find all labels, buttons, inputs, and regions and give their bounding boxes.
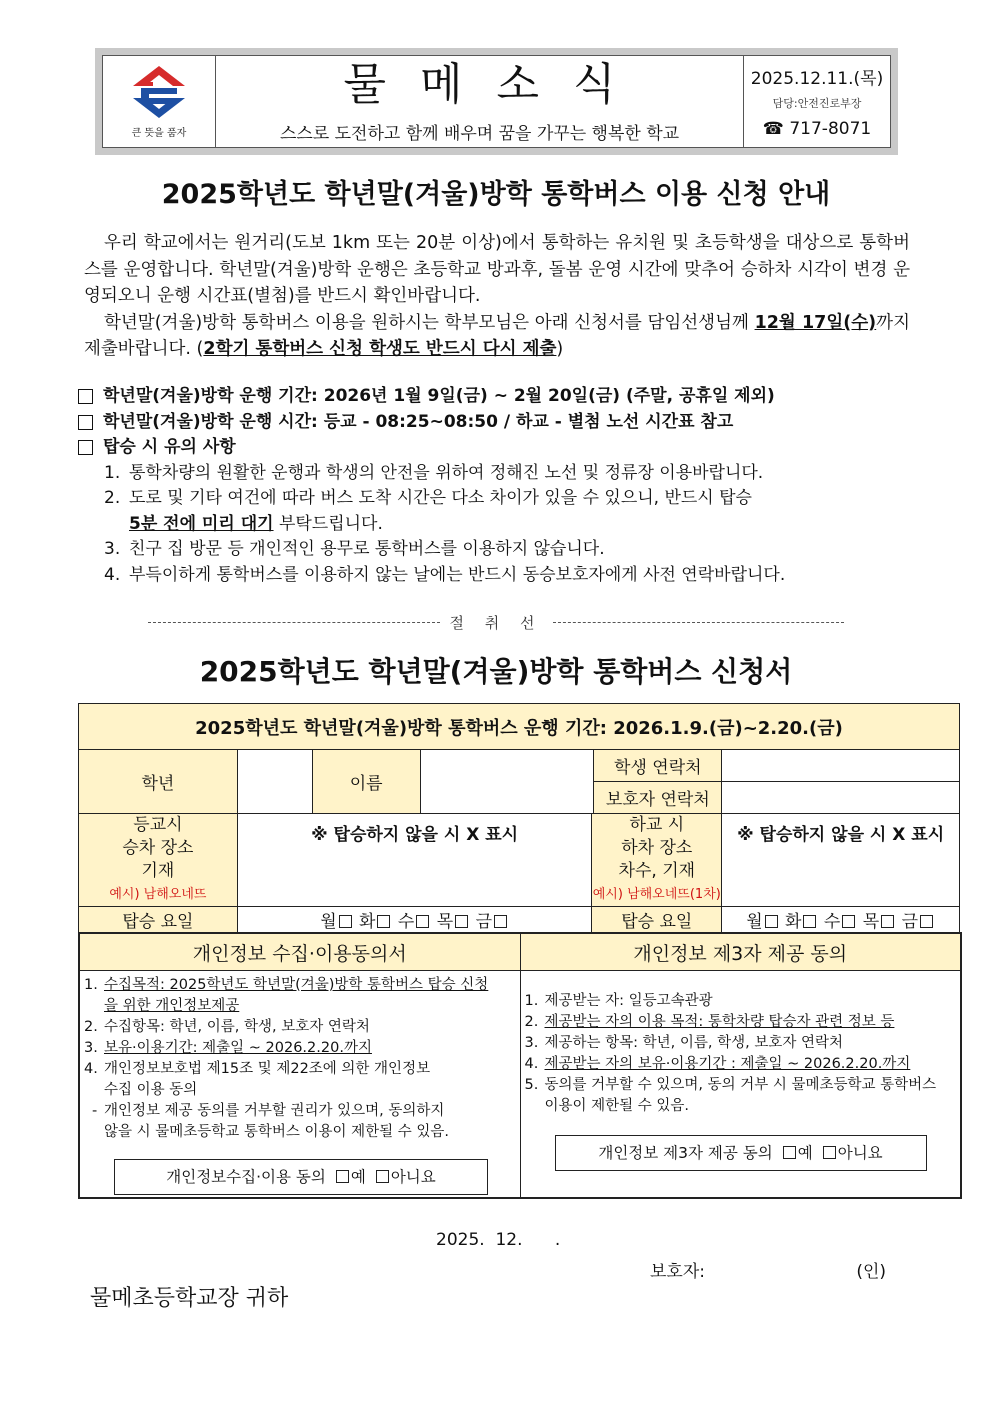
school-logo-icon [129,64,189,120]
dropoff-label-1: 하교 시 [629,815,685,835]
boarding-place-field[interactable] [237,814,592,907]
checkbox-icon [783,1146,796,1159]
day-checkbox[interactable] [842,915,855,928]
third-line-5 [525,1075,957,1096]
line-number: 5. [524,1077,539,1093]
header-inner [102,55,891,148]
ride-days-label: 탑승 요일 [79,907,238,933]
hours-text: 학년말(겨울)방학 운행 시간: 등교 - 08:25~08:50 / 하교 - 별첨 노선 시간표 참고 [103,411,734,432]
day-mon: 월 [746,912,763,932]
third-line-1 [525,991,957,1012]
collect-refusal-cont: 않을 시 물메초등학교 통학버스 이용이 제한될 수 있음. [104,1124,450,1140]
third-refusal-cont: 이용이 제한될 수 있음. [544,1098,689,1114]
boarding-label-2: 승차 장소 [122,838,194,858]
cut-line-label: 절 취 선 [449,614,543,632]
checkbox-icon [78,389,93,404]
seal-mark: (인) [856,1262,886,1282]
third-line-2 [525,1012,957,1033]
guardian-label: 보호자: [650,1262,705,1282]
line-number-spacer [84,996,104,1017]
checkbox-icon [376,1170,389,1183]
line-number: 4. [84,1061,98,1077]
info-cell [744,56,890,147]
caution-text: 도로 및 기타 여건에 따라 버스 도착 시간은 다소 차이가 있을 수 있으니, 반드시 탑승 [129,488,752,508]
checkbox-icon [823,1146,836,1159]
boarding-label-1: 등교시 [133,815,183,835]
caution-3 [104,537,918,563]
day-checkbox[interactable] [455,915,468,928]
day-fri: 금 [901,912,919,932]
caution-1 [104,461,918,487]
consent-collect-panel [80,934,520,1197]
day-thu: 목 [862,912,880,932]
day-checkbox[interactable] [339,915,352,928]
intro-paragraph-1 [84,230,910,310]
third-line-5b [525,1096,957,1117]
ride-days-dropoff [722,907,960,933]
collect-line-1b [84,996,516,1017]
line-number: 1. [524,993,539,1009]
line-number: 4. [524,1056,539,1072]
third-consent-yes[interactable] [783,1143,813,1164]
dropoff-example: 예시) 남해오네뜨(1차) [592,887,721,902]
grade-label: 학년 [79,750,238,814]
cut-line [148,612,844,633]
collect-retention: 보유·이용기간: 제출일 ~ 2026.2.20.까지 [104,1040,372,1056]
collect-items: 수집항목: 학년, 이름, 학생, 보호자 연락처 [104,1019,370,1035]
title-cell [216,56,744,147]
dropoff-label-2: 하차 장소 [621,838,693,858]
department: 담당:안전진로부장 [772,97,862,110]
caution-number: 4. [104,564,121,585]
collect-purpose-cont: 을 위한 개인정보제공 [104,998,240,1014]
wait-notice: 5분 전에 미리 대기 [129,513,274,534]
dropoff-place-field[interactable] [722,814,960,907]
caution-2 [104,486,918,512]
logo-caption: 큰 뜻을 품자 [131,128,187,139]
day-fri: 금 [475,912,492,932]
consent-collect-body [80,971,520,1197]
school-motto: 스스로 도전하고 함께 배우며 꿈을 가꾸는 행복한 학교 [279,124,680,144]
third-consent-box [555,1135,927,1171]
third-line-4 [525,1054,957,1075]
hours-item [78,410,918,436]
caution-text: 부득이하게 통학버스를 이용하지 않는 날에는 반드시 동승보호자에게 사전 연락바랍니다. [129,564,786,585]
line-number: 3. [524,1035,539,1051]
consent-third-panel [520,934,961,1197]
name-label: 이름 [312,750,420,814]
dashed-line [553,622,845,623]
caution-2-cont [104,512,918,538]
guardian-contact-field[interactable] [722,782,960,814]
principal-addressee: 물메초등학교장 귀하 [90,1286,289,1311]
day-tue: 화 [785,912,802,932]
collect-line-4 [84,1059,516,1080]
ride-days-label: 탑승 요일 [592,907,722,933]
line-number: - [92,1103,98,1119]
issue-date: 2025.12.11.(목) [750,69,884,89]
consent-section [78,932,962,1199]
day-checkbox[interactable] [765,915,778,928]
yes-label: 예 [350,1167,366,1186]
collect-line-2 [84,1017,516,1038]
cautions-title: 탑승 시 유의 사항 [103,437,236,457]
intro-text-3: 까지 제출바랍니다. ( [84,312,910,359]
consent-third-body [521,971,961,1197]
school-logo-cell [103,56,216,147]
yes-label: 예 [797,1143,813,1162]
caution-number: 1. [104,462,121,483]
guardian-signature-line[interactable] [650,1257,886,1282]
collect-line-5 [84,1101,516,1122]
cautions-list [78,461,918,589]
collect-line-3 [84,1038,516,1059]
resubmit-notice: 2학기 통학버스 신청 학생도 반드시 다시 제출 [203,339,557,359]
collect-line-5b [84,1122,516,1143]
consent-collect-title: 개인정보 수집·이용동의서 [80,934,520,971]
third-retention: 제공받는 자의 보유·이용기간 : 제출일 ~ 2026.2.20.까지 [544,1056,911,1072]
newsletter-title: 물메소식 [343,59,650,110]
day-wed: 수 [397,912,415,932]
dropoff-label-3: 차수, 기재 [618,861,696,881]
third-line-3 [525,1033,957,1054]
collect-law: 개인정보보호법 제15조 및 제22조에 의한 개인정보 [104,1061,431,1077]
ride-days-boarding [237,907,592,933]
checkbox-icon [78,440,93,455]
caution-number: 3. [104,539,121,559]
consent-third-title: 개인정보 제3자 제공 동의 [521,934,961,971]
name-field[interactable] [420,750,592,814]
no-ride-note: ※ 탑승하지 않을 시 X 표시 [311,825,519,845]
collect-line-1 [84,975,516,996]
caution-number: 2. [104,488,121,508]
day-checkbox[interactable] [377,915,390,928]
student-contact-label: 학생 연락처 [594,750,722,782]
notice-items [78,384,918,588]
grade-field[interactable] [237,750,312,814]
dropoff-label-cell [592,814,722,907]
line-number-spacer [525,1096,545,1117]
third-refusal: 동의를 거부할 수 있으며, 동의 거부 시 물메초등학교 통학버스 [544,1077,937,1093]
line-number: 2. [84,1019,98,1035]
collect-purpose: 수집목적: 2025학년도 학년말(겨울)방학 통학버스 탑승 신청 [104,977,489,993]
collect-consent-yes[interactable] [336,1167,366,1188]
intro-text-4: ) [556,339,564,359]
day-checkbox[interactable] [920,915,933,928]
third-consent-no[interactable] [823,1143,883,1164]
third-consent-label: 개인정보 제3자 제공 동의 [598,1143,773,1162]
collect-line-4b [84,1080,516,1101]
collect-refusal: 개인정보 제공 동의를 거부할 권리가 있으며, 동의하지 [104,1103,445,1119]
no-label: 아니요 [837,1143,883,1162]
no-label: 아니요 [390,1167,436,1186]
notice-title: 2025학년도 학년말(겨울)방학 통학버스 이용 신청 안내 [161,179,831,210]
intro-text-2: 학년말(겨울)방학 통학버스 이용을 원하시는 학부모님은 아래 신청서를 담임선생님께 [104,312,749,333]
guardian-contact-label: 보호자 연락처 [594,782,722,814]
day-checkbox[interactable] [881,915,894,928]
collect-consent-label: 개인정보수집·이용 동의 [166,1167,326,1186]
line-number-spacer [84,1122,104,1143]
day-wed: 수 [823,912,841,932]
dashed-line [148,622,440,623]
boarding-label-3: 기재 [141,861,175,881]
collect-law-cont: 수집 이용 동의 [104,1082,198,1098]
third-recipient: 제공받는 자: 일등고속관광 [544,993,713,1009]
intro-paragraph-2 [84,310,910,363]
phone-number: ☎ 717-8071 [762,119,872,139]
caution-text: 친구 집 방문 등 개인적인 용무로 통학버스를 이용하지 않습니다. [129,539,605,559]
day-checkbox[interactable] [494,915,507,928]
deadline: 12월 17일(수) [754,312,877,333]
checkbox-icon [336,1170,349,1183]
day-mon: 월 [320,912,337,932]
collect-consent-no[interactable] [376,1167,436,1188]
period-item [78,384,918,410]
third-purpose: 제공받는 자의 이용 목적: 통학차량 탑승자 관련 정보 등 [544,1014,895,1030]
submission-date[interactable]: 2025. 12. . [436,1230,561,1250]
no-ride-note: ※ 탑승하지 않을 시 X 표시 [737,825,945,845]
third-items: 제공하는 항목: 학년, 이름, 학생, 보호자 연락처 [544,1035,843,1051]
cautions-item [78,435,918,461]
day-checkbox[interactable] [803,915,816,928]
period-header: 2025학년도 학년말(겨울)방학 통학버스 운행 기간: 2026.1.9.(금)~2.20.(금) [79,704,960,750]
checkbox-icon [78,415,93,430]
period-text: 학년말(겨울)방학 운행 기간: 2026년 1월 9일(금) ~ 2월 20일(금) (주말, 공휴일 제외) [103,386,775,406]
boarding-label-cell [79,814,238,907]
collect-consent-box [114,1159,488,1195]
line-number: 2. [524,1014,539,1030]
line-number: 3. [84,1040,98,1056]
boarding-example: 예시) 남해오네뜨 [109,887,207,902]
day-thu: 목 [436,912,454,932]
caution-text: 통학차량의 원활한 운행과 학생의 안전을 위하여 정해진 노선 및 정류장 이용바랍니다. [129,462,764,483]
line-number-spacer [84,1080,104,1101]
caution-text: 부탁드립니다. [273,513,383,534]
newsletter-header [95,48,898,155]
caution-4 [104,563,918,589]
day-checkbox[interactable] [416,915,429,928]
intro-text [84,230,910,363]
day-tue: 화 [359,912,376,932]
form-title: 2025학년도 학년말(겨울)방학 통학버스 신청서 [199,655,793,688]
student-contact-field[interactable] [722,750,960,782]
intro-text-1: 우리 학교에서는 원거리(도보 1km 또는 20분 이상)에서 통학하는 유치원 및 초등학생을 대상으로 통학버스를 운영합니다. 학년말(겨울)방학 운행은 초등학교 방과후, 돌봄 운영 시간에 맞추어 승하차 시각이 변경 운영되오니 운행 시간표(별첨)를 반드시 확인바랍니다. [84,233,910,306]
line-number: 1. [84,977,98,993]
application-table [78,703,960,933]
